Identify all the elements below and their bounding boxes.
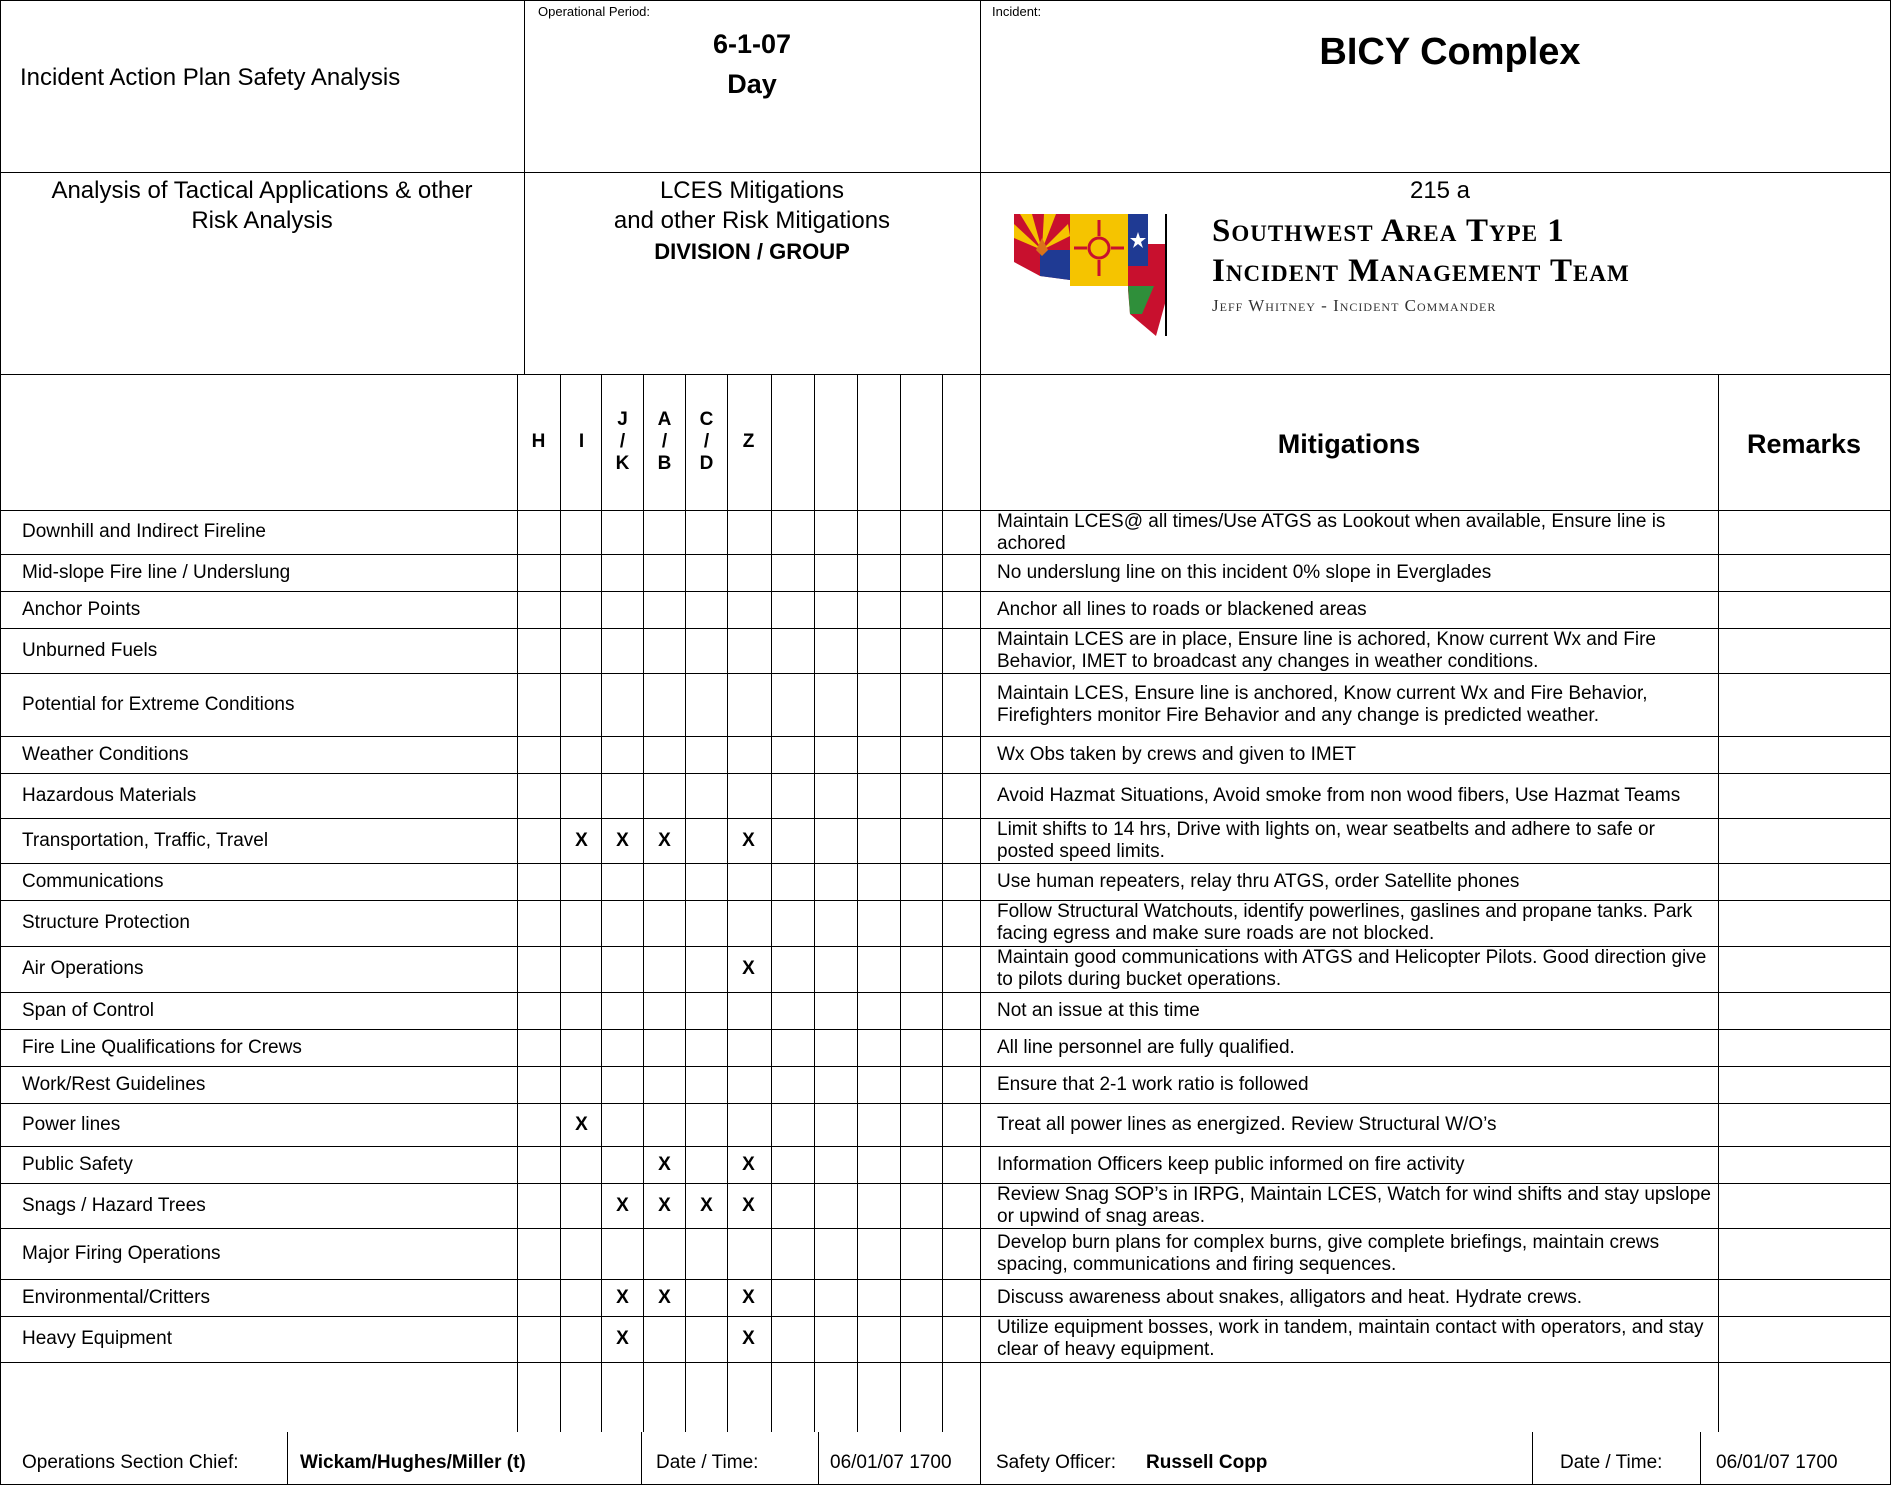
footer-divider	[1532, 1432, 1533, 1484]
southwest-states-map-icon	[1010, 210, 1190, 340]
mitigation-text: Follow Structural Watchouts, identify powerlines, gaslines and propane tanks. Park facing egress and make sure roads are not blocked.	[997, 901, 1693, 944]
division-header-4	[685, 409, 728, 475]
division-column-divider	[560, 374, 561, 1432]
division-check-mark: X	[616, 1194, 629, 1216]
division-header-char: K	[615, 453, 630, 474]
hazard-label: Snags / Hazard Trees	[22, 1194, 206, 1216]
analysis-heading-line1: Analysis of Tactical Applications & other	[51, 177, 473, 204]
division-check-mark: X	[742, 1328, 755, 1349]
division-header-char: Z	[742, 431, 755, 452]
swa-imt-logo	[1010, 210, 1190, 340]
division-column-divider	[685, 374, 686, 1432]
table-row-divider	[0, 1146, 1891, 1147]
form-title: Incident Action Plan Safety Analysis	[20, 64, 401, 91]
table-row-divider	[0, 992, 1891, 993]
footer-divider	[287, 1432, 288, 1484]
hazard-label: Communications	[22, 870, 164, 892]
hazard-label: Heavy Equipment	[22, 1328, 172, 1349]
table-row-divider	[0, 591, 1891, 592]
division-column-divider	[814, 374, 815, 1432]
division-check-mark: X	[700, 1194, 713, 1216]
safety-date-label: Date / Time:	[1560, 1452, 1663, 1473]
division-check-mark: X	[742, 1153, 755, 1175]
hazard-label: Fire Line Qualifications for Crews	[22, 1036, 302, 1058]
hazard-label: Potential for Extreme Conditions	[22, 693, 295, 715]
mitigation-text: Wx Obs taken by crews and given to IMET	[997, 743, 1357, 765]
division-check-mark: X	[616, 1286, 629, 1308]
table-row-divider	[0, 1066, 1891, 1067]
division-column-divider	[727, 374, 728, 1432]
table-row-divider	[0, 1362, 1891, 1363]
mitigation-text: Maintain LCES, Ensure line is anchored, Know current Wx and Fire Behavior, Firefighters monitor Fire Behavior and any change is predicted weather.	[997, 682, 1648, 726]
division-header-1	[560, 431, 603, 453]
division-column-divider	[900, 374, 901, 1432]
hazard-label: Unburned Fuels	[22, 639, 158, 661]
mitigation-text: Maintain good communications with ATGS and Helicopter Pilots. Good direction give to pilots during bucket operations.	[997, 947, 1707, 990]
division-header-char: /	[619, 431, 626, 452]
division-check-mark: X	[616, 829, 629, 851]
remarks-column-header: Remarks	[1746, 429, 1862, 459]
division-check-mark: X	[658, 1194, 671, 1216]
division-header-3	[643, 409, 686, 475]
ops-date-value: 06/01/07 1700	[830, 1452, 952, 1473]
division-column-divider	[643, 374, 644, 1432]
division-check-mark: X	[742, 958, 755, 979]
division-check-mark: X	[742, 829, 755, 851]
hazard-label: Transportation, Traffic, Travel	[22, 829, 269, 851]
safety-officer-value: Russell Copp	[1146, 1452, 1268, 1473]
operational-period-shift: Day	[727, 69, 777, 99]
mitigation-text: Maintain LCES@ all times/Use ATGS as Lookout when available, Ensure line is achored	[997, 511, 1666, 554]
hazard-label: Mid-slope Fire line / Underslung	[22, 561, 291, 583]
hazard-label: Anchor Points	[22, 598, 141, 620]
division-header-char: C	[699, 409, 714, 430]
division-column-divider	[942, 374, 943, 1432]
division-header-char: /	[661, 431, 668, 452]
incident-name: BICY Complex	[1319, 31, 1581, 73]
division-check-mark: X	[658, 1153, 671, 1175]
safety-officer-label: Safety Officer:	[996, 1452, 1117, 1473]
mitigation-text: Limit shifts to 14 hrs, Drive with lights on, wear seatbelts and adhere to safe or posted speed limits.	[997, 819, 1655, 862]
mitigation-text: Avoid Hazmat Situations, Avoid smoke from non wood fibers, Use Hazmat Teams	[997, 784, 1681, 806]
hazard-label: Power lines	[22, 1113, 121, 1135]
footer-divider	[980, 1432, 981, 1484]
division-group-heading: DIVISION / GROUP	[654, 239, 850, 264]
ops-chief-value: Wickam/Hughes/Miller (t)	[300, 1452, 526, 1473]
mitigation-text: Treat all power lines as energized. Review Structural W/O’s	[997, 1113, 1497, 1135]
table-row-divider	[0, 1103, 1891, 1104]
division-check-mark: X	[616, 1328, 629, 1349]
form-number: 215 a	[1409, 177, 1471, 204]
mitigations-column-header: Mitigations	[1277, 429, 1421, 459]
mitigation-text: Ensure that 2-1 work ratio is followed	[997, 1073, 1309, 1095]
mitigation-text: Not an issue at this time	[997, 999, 1200, 1021]
table-row-divider	[0, 673, 1891, 674]
division-header-char: I	[578, 431, 585, 452]
table-row-divider	[0, 773, 1891, 774]
logo-line-imt: Incident Management Team	[1212, 253, 1630, 289]
division-header-char: J	[617, 409, 628, 430]
hazard-label: Hazardous Materials	[22, 784, 197, 806]
table-row-divider	[0, 1228, 1891, 1229]
division-check-mark: X	[742, 1194, 755, 1216]
division-check-mark: X	[658, 829, 671, 851]
table-row-divider	[0, 1279, 1891, 1280]
analysis-heading-line2: Risk Analysis	[191, 207, 333, 234]
division-header-char: /	[703, 431, 710, 452]
mitigation-text: Review Snag SOP’s in IRPG, Maintain LCES, Watch for wind shifts and stay upslope or upwind of snag areas.	[997, 1184, 1711, 1227]
table-row-divider	[0, 736, 1891, 737]
division-column-divider	[857, 374, 858, 1432]
lces-heading-line2: and other Risk Mitigations	[613, 207, 891, 234]
operational-period-label: Operational Period:	[538, 4, 651, 19]
hazard-label: Work/Rest Guidelines	[22, 1073, 206, 1095]
hazard-label: Weather Conditions	[22, 743, 189, 765]
division-header-5	[727, 431, 770, 453]
hazard-label: Downhill and Indirect Fireline	[22, 521, 266, 542]
footer-divider	[818, 1432, 819, 1484]
hazard-label: Air Operations	[22, 958, 144, 979]
division-header-char: B	[657, 453, 672, 474]
logo-line-southwest-area: Southwest Area Type 1	[1212, 213, 1565, 249]
logo-line-commander: Jeff Whitney - Incident Commander	[1212, 296, 1497, 315]
ops-date-label: Date / Time:	[656, 1452, 759, 1473]
hazard-label: Environmental/Critters	[22, 1286, 210, 1308]
hazard-label: Public Safety	[22, 1153, 133, 1175]
remarks-column-divider	[1718, 374, 1719, 1432]
mitigation-text: Discuss awareness about snakes, alligators and heat. Hydrate crews.	[997, 1286, 1583, 1308]
table-row-divider	[0, 863, 1891, 864]
division-header-char: H	[531, 431, 546, 452]
operational-period-date: 6-1-07	[712, 29, 792, 59]
mitigation-text: Anchor all lines to roads or blackened areas	[997, 598, 1367, 620]
division-column-divider	[771, 374, 772, 1432]
mitigation-text: Maintain LCES are in place, Ensure line is achored, Know current Wx and Fire Behavior, IMET to broadcast any changes in weather conditions.	[997, 629, 1656, 672]
division-header-0	[517, 431, 560, 453]
hazard-label: Span of Control	[22, 999, 155, 1021]
safety-date-value: 06/01/07 1700	[1716, 1452, 1838, 1473]
division-column-divider	[601, 374, 602, 1432]
division-column-divider	[517, 374, 518, 1432]
division-header-char: A	[657, 409, 672, 430]
ops-chief-label: Operations Section Chief:	[22, 1452, 239, 1473]
division-check-mark: X	[575, 829, 588, 851]
mitigation-text: Use human repeaters, relay thru ATGS, order Satellite phones	[997, 870, 1520, 892]
lces-heading-line1: LCES Mitigations	[659, 177, 845, 204]
hazard-label: Structure Protection	[22, 912, 190, 933]
mitigation-text: No underslung line on this incident 0% slope in Everglades	[997, 561, 1492, 583]
division-header-char: D	[699, 453, 714, 474]
mitigation-text: All line personnel are fully qualified.	[997, 1036, 1295, 1058]
mitigation-text: Information Officers keep public informed on fire activity	[997, 1153, 1465, 1175]
division-check-mark: X	[575, 1113, 588, 1135]
division-check-mark: X	[658, 1286, 671, 1308]
incident-label: Incident:	[992, 4, 1042, 19]
table-row-divider	[0, 1029, 1891, 1030]
division-check-mark: X	[742, 1286, 755, 1308]
division-header-2	[601, 409, 644, 475]
division-column-divider	[980, 374, 981, 1432]
mitigation-text: Develop burn plans for complex burns, give complete briefings, maintain crews spacing, communications and firing sequences.	[997, 1231, 1660, 1275]
mitigation-text: Utilize equipment bosses, work in tandem, maintain contact with operators, and stay clear of heavy equipment.	[997, 1317, 1704, 1360]
footer-divider	[641, 1432, 642, 1484]
hazard-label: Major Firing Operations	[22, 1242, 221, 1264]
footer-divider	[1700, 1432, 1701, 1484]
